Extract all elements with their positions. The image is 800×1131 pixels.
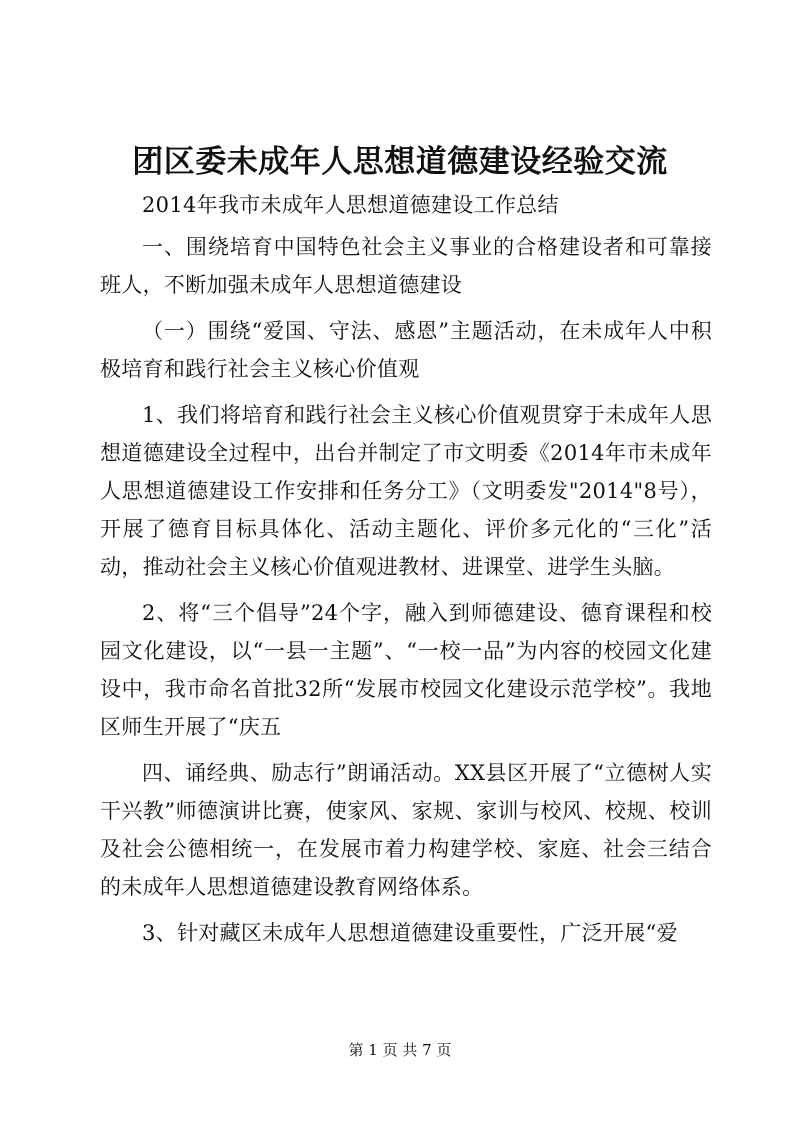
paragraph-item-2: 2、将“三个倡导”24个字，融入到师德建设、德育课程和校园文化建设，以“一县一主题”、“一校一品”为内容的校园文化建设中，我市命名首批32所“发展市校园文化建设示范学校”。我地区师生开展了“庆五 — [100, 601, 712, 739]
document-body — [100, 186, 712, 960]
paragraph-section-one: 一、围绕培育中国特色社会主义事业的合格建设者和可靠接班人，不断加强未成年人思想道德建设 — [100, 235, 712, 297]
paragraph-item-1: 1、我们将培育和践行社会主义核心价值观贯穿于未成年人思想道德建设全过程中，出台并制定了市文明委《2014年市未成年人思想道德建设工作安排和任务分工》（文明委发"2014"8号），开展了德育目标具体化、活动主题化、评价多元化的“三化”活动，推动社会主义核心价值观进教材、进课堂、进学生头脑。 — [100, 403, 712, 579]
page-footer: 第 1 页 共 7 页 — [348, 1041, 452, 1059]
paragraph-item-2-continued: 四、诵经典、励志行”朗诵活动。XX县区开展了“立德树人实干兴教”师德演讲比赛，使家风、家规、家训与校风、校规、校训及社会公德相统一，在发展市着力构建学校、家庭、社会三结合的未成年人思想道德建设教育网络体系。 — [100, 761, 712, 899]
paragraph-item-3: 3、针对藏区未成年人思想道德建设重要性，广泛开展“爱 — [142, 921, 678, 945]
page-title: 团区委未成年人思想道德建设经验交流 — [132, 144, 668, 180]
paragraph-subsection-one: （一）围绕“爱国、守法、感恩”主题活动，在未成年人中积极培育和践行社会主义核心价值观 — [100, 319, 712, 381]
document-subtitle: 2014年我市未成年人思想道德建设工作总结 — [142, 193, 559, 217]
